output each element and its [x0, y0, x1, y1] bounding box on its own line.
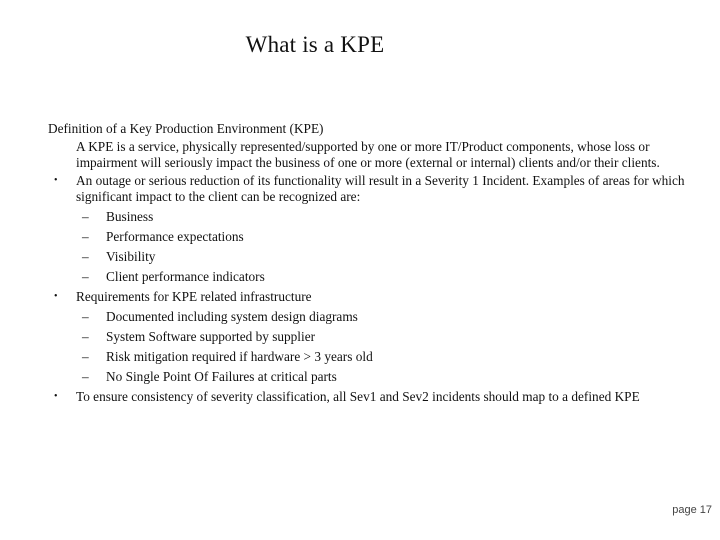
page-number: page 17	[672, 504, 712, 516]
dash-icon: –	[82, 209, 89, 224]
definition-text: A KPE is a service, physically represented/supported by one or more IT/Product components, whose loss or impairment will seriously impact the business of one or more (external or internal) clients and/or their clients.	[76, 139, 660, 170]
sub-item-text: Risk mitigation required if hardware > 3 years old	[106, 349, 373, 364]
sub-item-text: Business	[106, 209, 154, 224]
dash-icon: –	[82, 269, 89, 284]
bullet-item	[54, 289, 698, 305]
bullet-icon: •	[54, 391, 58, 402]
sub-item-text: Visibility	[106, 249, 156, 264]
sub-item	[82, 349, 698, 365]
dash-icon: –	[82, 229, 89, 244]
sub-item	[82, 229, 698, 245]
sub-item	[82, 269, 698, 285]
bullet-text: To ensure consistency of severity classification, all Sev1 and Sev2 incidents should map to a defined KPE	[76, 389, 640, 404]
dash-icon: –	[82, 329, 89, 344]
definition-heading: Definition of a Key Production Environment (KPE)	[48, 121, 324, 136]
dash-icon: –	[82, 349, 89, 364]
sub-item-text: No Single Point Of Failures at critical parts	[106, 369, 337, 384]
sub-item-text: Documented including system design diagrams	[106, 309, 358, 324]
bullet-item	[54, 173, 698, 205]
bullet-item	[54, 389, 698, 405]
sub-item	[82, 209, 698, 225]
sub-item	[82, 329, 698, 345]
dash-icon: –	[82, 249, 89, 264]
sub-item	[82, 369, 698, 385]
sub-item-text: Performance expectations	[106, 229, 244, 244]
bullet-text: Requirements for KPE related infrastructure	[76, 289, 312, 304]
sub-item-text: Client performance indicators	[106, 269, 265, 284]
bullet-icon: •	[54, 291, 58, 302]
sub-item	[82, 249, 698, 265]
bullet-icon: •	[54, 175, 58, 186]
sub-item-text: System Software supported by supplier	[106, 329, 316, 344]
dash-icon: –	[82, 309, 89, 324]
sub-item	[82, 309, 698, 325]
bullet-text: An outage or serious reduction of its functionality will result in a Severity 1 Incident. Examples of areas for which significant impact to the client can be recognized are:	[76, 173, 685, 204]
dash-icon: –	[82, 369, 89, 384]
slide-title: What is a KPE	[245, 32, 385, 57]
slide-body	[48, 121, 698, 409]
